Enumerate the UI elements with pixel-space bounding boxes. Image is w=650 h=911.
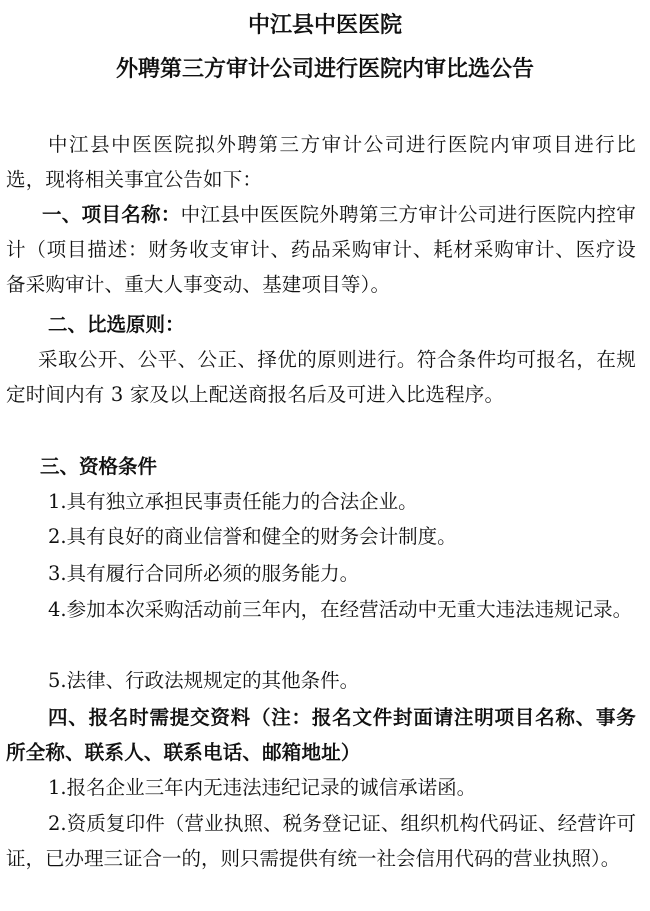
materials-item: 2.资质复印件（营业执照、税务登记证、组织机构代码证、经营许可证，已办理三证合一的，则只需提供有统一社会信用代码的营业执照）。	[6, 812, 636, 870]
section-project-name-heading: 一、项目名称：	[42, 203, 181, 226]
qualification-item: 4.参加本次采购活动前三年内，在经营活动中无重大违法违规记录。	[48, 598, 633, 621]
section-project-name	[6, 197, 636, 302]
section-principle-heading: 二、比选原则：	[48, 313, 185, 336]
section-principle-text: 采取公开、公平、公正、择优的原则进行。符合条件均可报名，在规定时间内有 3 家及以上配送商报名后及可进入比选程序。	[6, 348, 636, 406]
hospital-name-title: 中江县中医医院	[247, 13, 402, 38]
qualification-item: 2.具有良好的商业信誉和健全的财务会计制度。	[48, 525, 457, 548]
section-qualification-heading: 三、资格条件	[40, 455, 158, 478]
qualification-item: 3.具有履行合同所必须的服务能力。	[48, 562, 360, 585]
intro-paragraph: 中江县中医医院拟外聘第三方审计公司进行医院内审项目进行比选，现将相关事宜公告如下：	[6, 133, 636, 191]
section-project-name-text: 中江县中医医院外聘第三方审计公司进行医院内控审计（项目描述：财务收支审计、药品采购审计、耗材采购审计、医疗设备采购审计、重大人事变动、基建项目等）。	[6, 203, 636, 296]
qualification-item: 5.法律、行政法规规定的其他条件。	[48, 669, 360, 692]
announcement-title: 外聘第三方审计公司进行医院内审比选公告	[115, 57, 534, 82]
materials-item: 1.报名企业三年内无违法违纪记录的诚信承诺函。	[48, 776, 477, 799]
section-materials-heading: 四、报名时需提交资料（注：报名文件封面请注明项目名称、事务所全称、联系人、联系电话、邮箱地址）	[6, 706, 636, 764]
qualification-item: 1.具有独立承担民事责任能力的合法企业。	[48, 490, 418, 513]
